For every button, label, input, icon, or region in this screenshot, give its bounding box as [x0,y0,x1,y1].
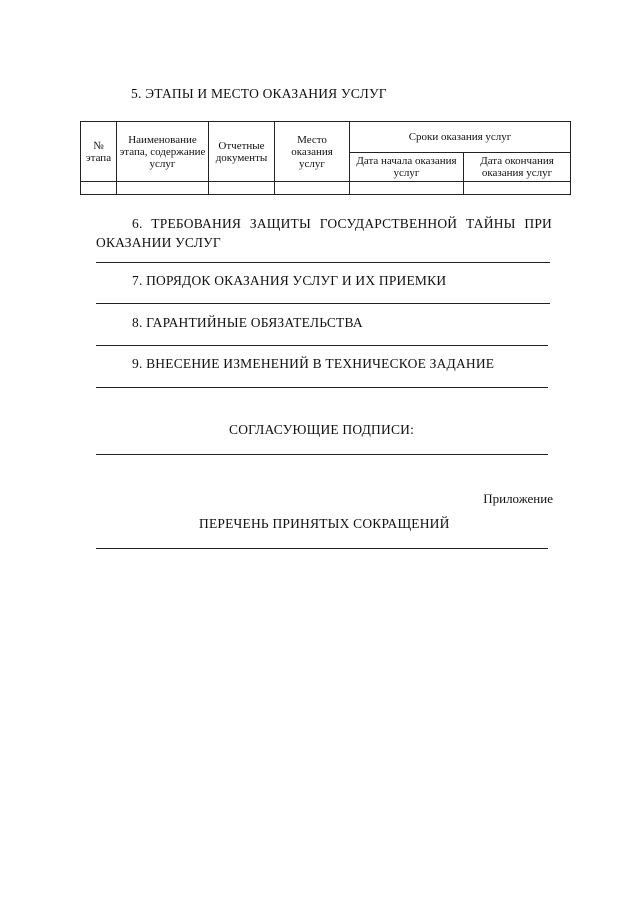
table-header-row [81,122,571,153]
table-cell [81,182,117,195]
section-6-rule [96,262,550,263]
col-start-date: Дата начала оказания услуг [350,153,464,182]
col-service-terms: Сроки оказания услуг [350,122,571,153]
col-stage-name: Наименование этапа, содержание услуг [117,122,209,182]
section-7-rule [96,303,550,304]
section-6-title [96,214,552,252]
col-end-date: Дата окончания оказания услуг [464,153,571,182]
col-service-place: Место оказания услуг [275,122,350,182]
signatures-title: СОГЛАСУЮЩИЕ ПОДПИСИ: [229,422,415,437]
table-cell [275,182,350,195]
table-cell [209,182,275,195]
appendix-title: ПЕРЕЧЕНЬ ПРИНЯТЫХ СОКРАЩЕНИЙ [199,516,450,531]
section-8-title: 8. ГАРАНТИЙНЫЕ ОБЯЗАТЕЛЬСТВА [132,315,363,330]
table-row [81,182,571,195]
col-stage-number: № этапа [81,122,117,182]
section-8-rule [96,345,548,346]
table-cell [117,182,209,195]
section-9-rule [96,387,548,388]
table-cell [464,182,571,195]
appendix-label: Приложение [483,491,553,506]
section-9-title: 9. ВНЕСЕНИЕ ИЗМЕНЕНИЙ В ТЕХНИЧЕСКОЕ ЗАДАНИЕ [132,356,495,371]
section-7-title: 7. ПОРЯДОК ОКАЗАНИЯ УСЛУГ И ИХ ПРИЕМКИ [132,273,447,288]
section-6-line-1: 6. ТРЕБОВАНИЯ ЗАЩИТЫ ГОСУДАРСТВЕННОЙ ТАЙНЫ ПРИ [132,216,552,231]
section-5-title: 5. ЭТАПЫ И МЕСТО ОКАЗАНИЯ УСЛУГ [131,86,387,101]
col-report-docs: Отчетные документы [209,122,275,182]
stages-table [80,121,571,195]
signatures-rule [96,454,548,455]
table-cell [350,182,464,195]
section-6-line-2: ОКАЗАНИИ УСЛУГ [96,235,221,250]
appendix-rule [96,548,548,549]
